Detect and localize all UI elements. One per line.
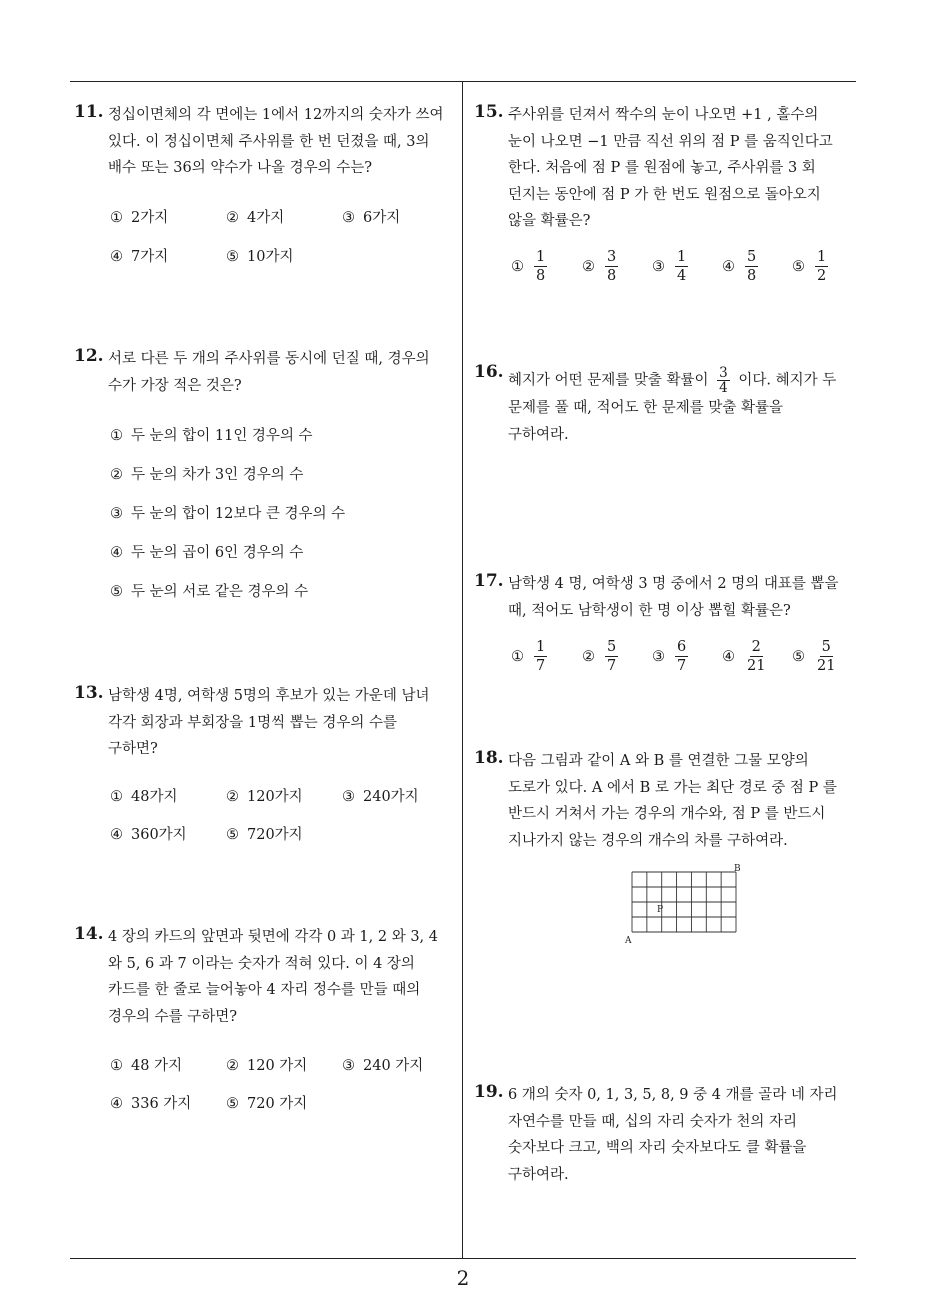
question-text [508,748,837,854]
option-3[interactable] [342,785,419,806]
question-line: 지나가지 않는 경우의 개수의 차를 구하여라. [508,832,788,849]
numerator: 1 [817,249,827,265]
denominator: 8 [536,268,546,284]
question-text [508,102,833,235]
option-2[interactable] [582,639,618,674]
road-grid-lines [632,872,736,932]
option-1[interactable] [110,206,168,227]
option-mark: ④ [722,648,735,665]
question-line: 한다. 처음에 점 P 를 원점에 놓고, 주사위를 3 회 [508,160,816,176]
question-line: 다음 그림과 같이 A 와 B 를 연결한 그물 모양의 [508,753,809,769]
question-line: 도로가 있다. A 에서 B 로 가는 최단 경로 중 점 P 를 [508,779,837,796]
question-line: 구하여라. [508,1166,569,1183]
option-mark: ① [511,258,524,275]
page-number: 2 [456,1266,470,1290]
question-line [508,366,836,395]
option-1[interactable] [511,249,547,284]
question-text [108,924,438,1030]
option-mark: ⑤ [792,648,805,665]
bottom-rule [70,1258,856,1259]
option-fraction [534,639,547,674]
option-mark: ⑤ [110,584,123,600]
option-5[interactable] [226,1092,307,1113]
question-number: 14. [74,924,104,944]
option-text: 240가지 [363,789,419,805]
question-text [508,1082,837,1188]
question-line: 남학생 4명, 여학생 5명의 후보가 있는 가운데 남녀 [108,688,430,704]
option-mark: ① [110,1058,123,1074]
question-text [508,366,836,448]
point-p-label: P [657,905,664,915]
denominator: 7 [536,658,546,674]
denominator: 4 [719,380,728,396]
option-text: 336 가지 [131,1096,192,1112]
option-mark: ② [226,1058,239,1074]
question-number: 17. [474,571,504,591]
point-b-label: B [734,864,741,874]
question-number: 18. [474,748,504,768]
option-4[interactable] [722,249,758,284]
option-mark: ① [511,648,524,665]
question-text [108,683,429,763]
option-mark: ② [582,258,595,275]
question-line: 배수 또는 36의 약수가 나올 경우의 수는? [108,160,372,176]
question-text-part: 혜지가 어떤 문제를 맞출 확률이 [508,372,709,389]
option-text: 2가지 [131,210,169,226]
question-line: 구하여라. [508,426,569,443]
question-text [108,102,443,182]
denominator: 21 [747,658,766,674]
option-3[interactable] [110,502,345,523]
option-mark: ④ [110,545,123,561]
denominator: 8 [747,268,757,284]
denominator: 7 [607,658,617,674]
option-mark: ④ [110,827,123,843]
question-line: 와 5, 6 과 7 이라는 숫자가 적혀 있다. 이 4 장의 [108,955,415,972]
option-mark: ③ [342,1058,355,1074]
option-mark: ③ [652,648,665,665]
numerator: 2 [751,639,761,655]
denominator: 21 [817,658,836,674]
option-fraction [745,249,758,284]
question-line: 각각 회장과 부회장을 1명씩 뽑는 경우의 수를 [108,714,398,731]
point-a-label: A [625,936,632,945]
option-fraction [815,639,837,674]
question-text [508,571,839,624]
option-text: 240 가지 [363,1058,424,1074]
question-number: 16. [474,362,504,382]
option-3[interactable] [652,639,688,674]
column-divider [462,82,463,1258]
option-1[interactable] [110,785,177,806]
option-mark: ② [582,648,595,665]
question-number: 15. [474,102,504,122]
option-4[interactable] [110,823,187,844]
question-line: 눈이 나오면 −1 만큼 직선 위의 점 P 를 움직인다고 [508,133,833,150]
question-line: 구하면? [108,741,158,757]
numerator: 5 [747,249,757,265]
question-line: 던지는 동안에 점 P 가 한 번도 원점으로 돌아오지 [508,186,821,203]
option-5[interactable] [226,823,303,844]
option-mark: ③ [342,210,355,226]
option-text: 120가지 [247,789,303,805]
numerator: 1 [536,639,546,655]
option-2[interactable] [226,1054,307,1075]
question-line: 자연수를 만들 때, 십의 자리 숫자가 천의 자리 [508,1113,797,1130]
question-line: 6 개의 숫자 0, 1, 3, 5, 8, 9 중 4 개를 골라 네 자리 [508,1087,838,1103]
option-text: 두 눈의 서로 같은 경우의 수 [131,584,309,600]
question-line: 남학생 4 명, 여학생 3 명 중에서 2 명의 대표를 뽑을 [508,576,839,592]
option-text: 48 가지 [131,1058,183,1074]
denominator: 2 [817,268,827,284]
option-text: 4가지 [247,210,285,226]
numerator: 5 [821,639,831,655]
option-4[interactable] [110,245,168,266]
option-2[interactable] [582,249,618,284]
question-text [108,346,430,399]
road-grid-figure [620,860,750,945]
option-text: 두 눈의 합이 12보다 큰 경우의 수 [131,506,346,522]
question-line: 서로 다른 두 개의 주사위를 동시에 던질 때, 경우의 [108,351,430,367]
option-5[interactable] [226,245,293,266]
option-3[interactable] [342,206,400,227]
option-text: 6가지 [363,210,401,226]
numerator: 3 [719,365,728,381]
option-1[interactable] [110,424,313,445]
option-4[interactable] [110,541,303,562]
question-line: 반드시 거쳐서 가는 경우의 개수와, 점 P 를 반드시 [508,806,826,822]
option-mark: ④ [722,258,735,275]
option-1[interactable] [110,1054,182,1075]
option-text: 360가지 [131,827,187,843]
option-5[interactable] [110,580,308,601]
option-2[interactable] [110,463,303,484]
option-mark: ① [110,789,123,805]
option-text: 720 가지 [247,1096,308,1112]
option-text: 120 가지 [247,1058,308,1074]
option-mark: ③ [652,258,665,275]
option-text: 두 눈의 차가 3인 경우의 수 [131,467,304,483]
option-text: 두 눈의 곱이 6인 경우의 수 [131,545,304,561]
numerator: 5 [607,639,617,655]
question-number: 12. [74,346,104,366]
option-5[interactable] [792,639,837,674]
option-4[interactable] [110,1092,191,1113]
option-mark: ① [110,210,123,226]
option-fraction [815,249,828,284]
option-mark: ③ [110,506,123,522]
question-line: 않을 확률은? [508,213,591,229]
option-mark: ④ [110,1096,123,1112]
option-mark: ⑤ [792,258,805,275]
numerator: 6 [677,639,687,655]
option-fraction [745,639,767,674]
numerator: 1 [677,249,687,265]
question-line: 수가 가장 적은 것은? [108,377,242,394]
question-number: 13. [74,683,104,703]
question-line: 때, 적어도 남학생이 한 명 이상 뽑힐 확률은? [508,602,791,619]
option-fraction [675,249,688,284]
question-line: 4 장의 카드의 앞면과 뒷면에 각각 0 과 1, 2 와 3, 4 [108,929,438,945]
option-3[interactable] [342,1054,423,1075]
option-2[interactable] [226,206,284,227]
option-text: 7가지 [131,249,169,265]
option-mark: ④ [110,249,123,265]
option-mark: ② [226,210,239,226]
option-fraction [534,249,547,284]
option-2[interactable] [226,785,303,806]
option-mark: ② [110,467,123,483]
question-number: 11. [74,102,104,122]
option-mark: ③ [342,789,355,805]
question-line: 있다. 이 정십이면체 주사위를 한 번 던졌을 때, 3의 [108,133,430,150]
numerator: 3 [607,249,617,265]
question-line: 경우의 수를 구하면? [108,1008,238,1025]
option-5[interactable] [792,249,828,284]
option-fraction [675,639,688,674]
option-mark: ① [110,428,123,444]
question-text-part: 이다. 혜지가 두 [738,372,837,389]
option-text: 720가지 [247,827,303,843]
inline-fraction [717,366,730,395]
denominator: 8 [607,268,617,284]
option-fraction [605,249,618,284]
denominator: 4 [677,268,687,284]
option-fraction [605,639,618,674]
option-text: 48가지 [131,789,178,805]
option-text: 10가지 [247,249,294,265]
option-1[interactable] [511,639,547,674]
option-text: 두 눈의 합이 11인 경우의 수 [131,428,313,444]
question-line: 문제를 풀 때, 적어도 한 문제를 맞출 확률을 [508,400,783,416]
question-line: 주사위를 던져서 짝수의 눈이 나오면 +1 , 홀수의 [508,107,819,123]
denominator: 7 [677,658,687,674]
option-3[interactable] [652,249,688,284]
option-mark: ⑤ [226,249,239,265]
option-mark: ⑤ [226,827,239,843]
question-line: 숫자보다 크고, 백의 자리 숫자보다도 클 확률을 [508,1140,807,1156]
question-line: 정십이면체의 각 면에는 1에서 12까지의 숫자가 쓰여 [108,107,444,123]
question-line: 카드를 한 줄로 늘어놓아 4 자리 정수를 만들 때의 [108,982,421,998]
question-number: 19. [474,1082,504,1102]
option-4[interactable] [722,639,767,674]
numerator: 1 [536,249,546,265]
top-rule [70,81,856,82]
option-mark: ② [226,789,239,805]
option-mark: ⑤ [226,1096,239,1112]
